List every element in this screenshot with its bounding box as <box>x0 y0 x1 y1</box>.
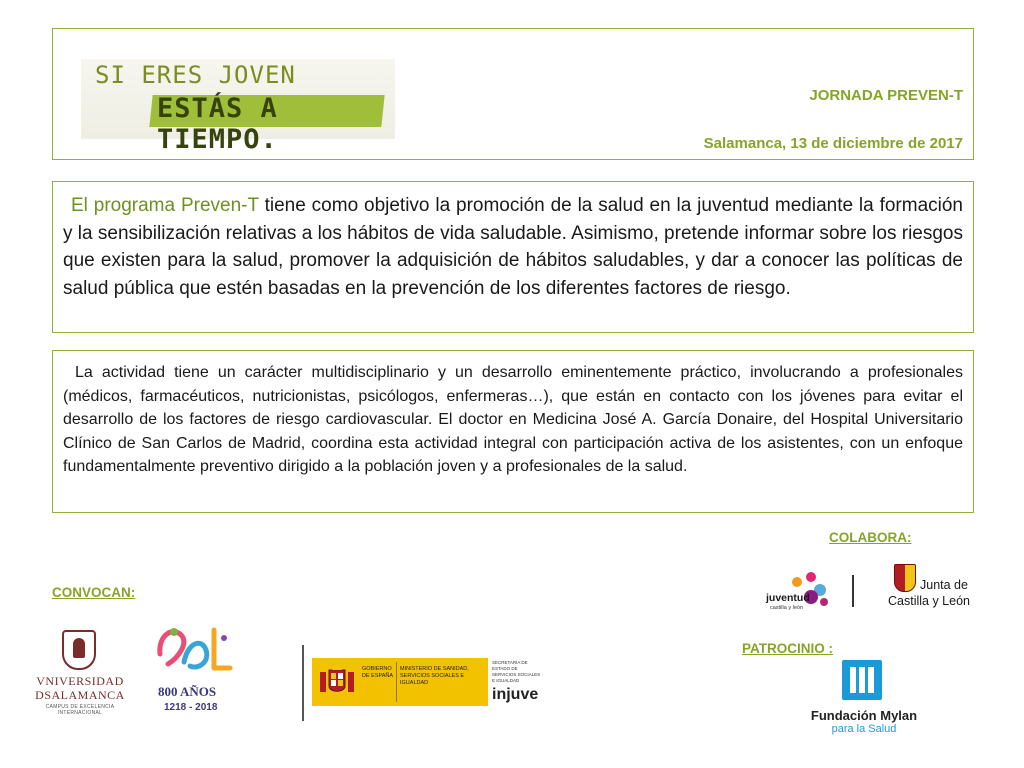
usal-line2: DSALAMANCA <box>35 688 125 702</box>
logo-line2: ESTÁS A TIEMPO. <box>157 93 278 155</box>
usal-crest-icon <box>62 630 96 670</box>
logo-divider <box>302 645 304 721</box>
juventud-dot-icon <box>820 598 828 606</box>
gobierno-banner <box>312 658 488 706</box>
ministerio-injuve-logo <box>312 658 544 706</box>
mylan-name: Fundación Mylan <box>810 708 918 723</box>
logo-line1: SI ERES JOVEN <box>95 61 296 89</box>
campaign-logo <box>81 59 395 155</box>
colabora-label: COLABORA: <box>829 530 912 545</box>
usal-800-art-icon <box>154 624 236 676</box>
ochocientos-years: 800 AÑOS <box>158 684 217 699</box>
castilla-leon-crest-icon <box>894 564 916 592</box>
gobierno-text: GOBIERNO DE ESPAÑA <box>362 666 394 679</box>
program-name: El programa Preven-T <box>71 195 259 216</box>
junta-cyl-logo <box>888 564 974 612</box>
ministerio-text: MINISTERIO DE SANIDAD, SERVICIOS SOCIALES E IGUALDAD <box>400 666 469 686</box>
juventud-cyl-logo <box>766 572 832 612</box>
activity-description-box <box>52 350 974 513</box>
juventud-dot-icon <box>792 577 802 587</box>
colabora-divider <box>852 575 854 607</box>
spain-shield-icon <box>318 666 356 698</box>
juventud-dot-icon <box>806 572 816 582</box>
juventud-sub: castilla y león <box>770 605 804 611</box>
usal-logo <box>26 630 134 714</box>
program-description-box <box>52 181 974 333</box>
event-title: JORNADA PREVEN-T <box>809 87 963 104</box>
event-date: Salamanca, 13 de diciembre de 2017 <box>703 135 963 152</box>
activity-description: La actividad tiene un carácter multidisciplinario y un desarrollo eminentemente práctico, involucrando a profesionales (médicos, farmacéuticos, nutricionistas, psicólogos, enfermeras…), que están en contacto con los jóvenes para evitar el desarrollo de los factores de riesgo cardiovascular. El doctor en Medicina José A. García Donaire, del Hospital Universitario Clínico de San Carlos de Madrid, coordina esta actividad integral con participación activa de los asistentes, con un enfoque fundamentalmente preventivo dirigido a la población joven y a profesionales de la salud. <box>63 364 963 475</box>
junta-line1: Junta de <box>920 578 968 592</box>
mylan-mark-icon <box>842 660 882 700</box>
junta-line2: Castilla y León <box>888 594 970 608</box>
ochocientos-range: 1218 - 2018 <box>164 702 218 713</box>
convocan-label: CONVOCAN: <box>52 585 136 600</box>
gobierno-separator <box>396 662 397 702</box>
usal-line1: VNIVERSIDAD <box>36 674 124 688</box>
patrocinio-label: PATROCINIO : <box>742 641 833 656</box>
usal-line3: CAMPUS DE EXCELENCIA INTERNACIONAL <box>45 704 115 716</box>
injuve-text: injuve <box>492 686 539 703</box>
mylan-sub: para la Salud <box>831 723 897 735</box>
secretaria-text: SECRETARÍA DE ESTADO DE SERVICIOS SOCIALES E IGUALDAD <box>492 660 541 683</box>
program-description <box>63 192 963 302</box>
juventud-name: juventud <box>766 592 810 604</box>
ochocientos-anos-logo <box>150 622 242 716</box>
program-description-text: tiene como objetivo la promoción de la salud en la juventud mediante la formación y la sensibilización relativas a los hábitos de vida saludable. Asimismo, pretende informar sobre los riesgos que existen para la salud, promover la adquisición de hábitos saludables, y dar a conocer las políticas de salud pública que estén basadas en la prevención de los diferentes factores de riesgo. <box>63 195 963 299</box>
header-box <box>52 28 974 160</box>
fundacion-mylan-logo <box>806 660 922 740</box>
